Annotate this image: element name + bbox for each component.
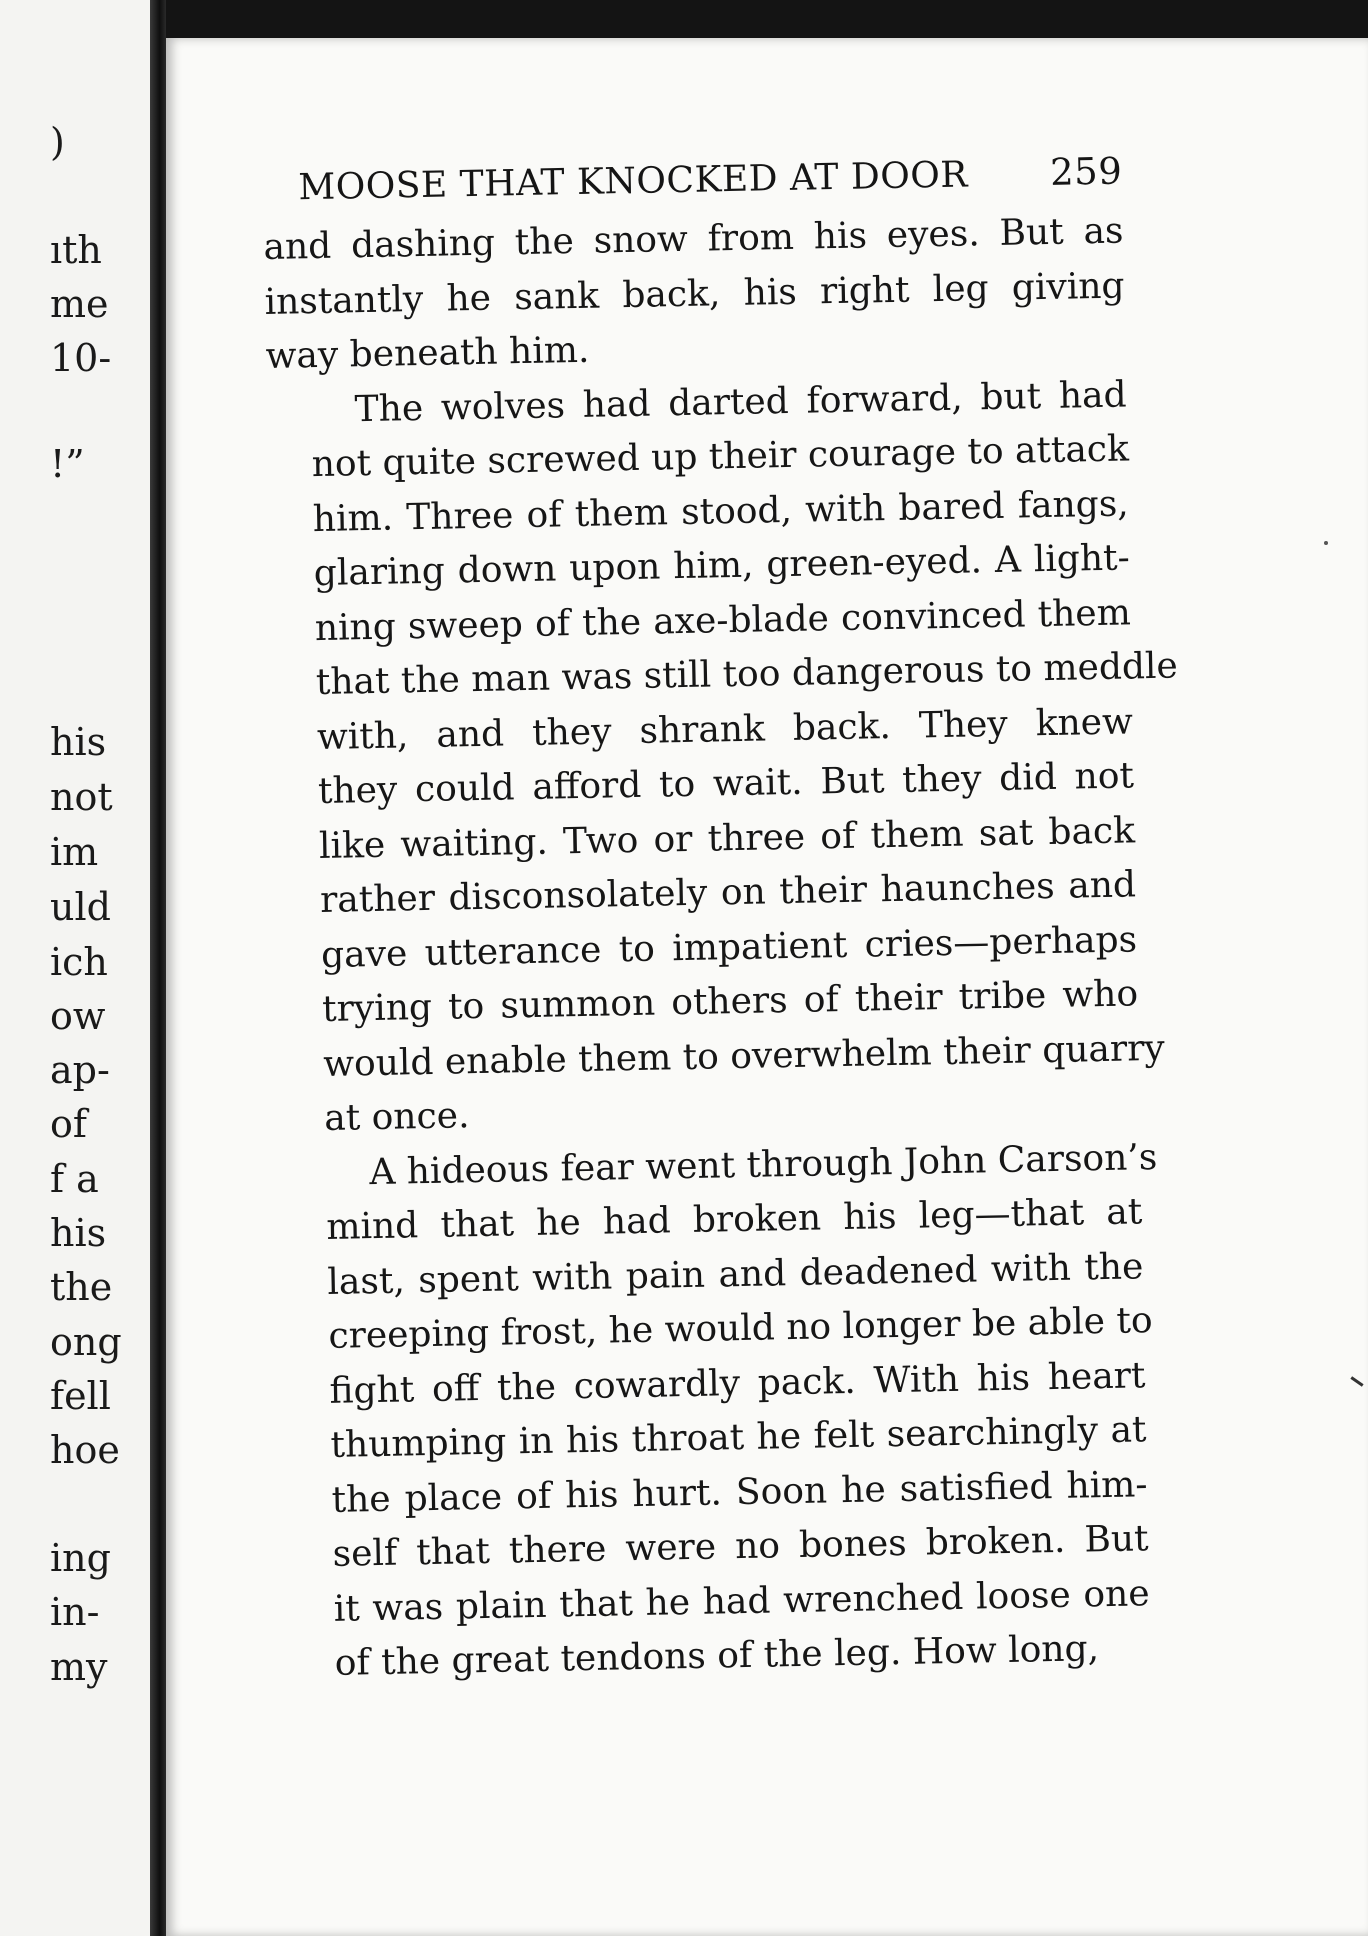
facing-page-fragment: ) (50, 120, 65, 164)
text-line: the place of his hurt. Soon he satisfied him- (331, 1463, 1148, 1521)
text-line: of the great tendons of the leg. How long, (334, 1628, 1100, 1684)
paragraph (281, 1131, 1158, 1692)
text-line: they could afford to wait. But they did not (317, 755, 1135, 813)
facing-page-fragment: ow (50, 994, 106, 1038)
text-line: creeping frost, he would no longer be able to (328, 1300, 1153, 1357)
book-gutter (150, 0, 166, 1936)
facing-page-fragment: ap- (50, 1048, 110, 1092)
facing-page-fragment: ong (50, 1320, 122, 1364)
facing-page-fragment: not (50, 775, 113, 819)
text-line: mind that he had broken his leg—that at (325, 1191, 1143, 1248)
facing-page-fragment: of (50, 1102, 87, 1146)
paragraph (266, 368, 1179, 1147)
text-line: that the man was still too dangerous to meddle (315, 645, 1179, 704)
margin-speck (1324, 541, 1328, 545)
facing-page-fragment: ich (50, 940, 108, 984)
text-line: would enable them to overwhelm their quarry (322, 1027, 1166, 1085)
facing-page-fragment: f a (50, 1157, 99, 1201)
facing-page-fragment: me (50, 282, 109, 326)
text-line: instantly he sank back, his right leg giving (264, 264, 1125, 323)
facing-page-text-fragments (0, 0, 150, 1936)
facing-page-fragment: !” (50, 442, 85, 486)
facing-page-fragment: ıth (50, 228, 102, 272)
facing-page-fragment: im (50, 830, 99, 874)
facing-page-fragment: my (50, 1645, 108, 1689)
facing-page-fragment: uld (50, 885, 111, 929)
facing-page-fragment: 10- (50, 336, 112, 380)
text-line: like waiting. Two or three of them sat back (318, 809, 1136, 867)
text-line: not quite screwed up their courage to attack (311, 428, 1130, 486)
paragraph (263, 204, 1126, 384)
facing-page-fragment: fell (50, 1374, 111, 1418)
text-line: way beneath him. (265, 329, 590, 377)
text-line: rather disconsolately on their haunches and (319, 864, 1137, 922)
facing-page-fragment: hoe (50, 1428, 120, 1472)
text-line: trying to summon others of their tribe who (321, 973, 1139, 1030)
text-line: self that there were no bones broken. But (332, 1518, 1149, 1575)
text-line: it was plain that he had wrenched loose one (333, 1572, 1150, 1630)
page-content (262, 149, 1179, 1692)
text-line: thumping in his throat he felt searchingly at (330, 1409, 1147, 1466)
page-number: 259 (1049, 149, 1123, 194)
running-head (298, 149, 1123, 208)
facing-page-fragment: his (50, 1211, 107, 1255)
text-line: last, spent with pain and deadened with the (327, 1245, 1144, 1303)
text-line: ning sweep of the axe-blade convinced them (314, 591, 1132, 649)
facing-page-fragment: the (50, 1265, 113, 1309)
text-line: fight off the cowardly pack. With his heart (329, 1354, 1146, 1412)
text-line: and dashing the snow from his eyes. But as (263, 210, 1124, 268)
running-head-title: MOOSE THAT KNOCKED AT DOOR (298, 154, 969, 209)
book-page (166, 38, 1368, 1936)
body-text (263, 204, 1179, 1692)
text-line: at once. (323, 1095, 470, 1139)
text-line: The wolves had darted forward, but had (354, 373, 1127, 430)
facing-page-fragment: his (50, 720, 107, 764)
facing-page-fragment: in- (50, 1590, 100, 1634)
facing-page-fragment: ing (50, 1536, 111, 1580)
text-line: with, and they shrank back. They knew (316, 700, 1134, 758)
text-line: glaring down upon him, green-eyed. A light- (313, 537, 1131, 595)
text-line: gave utterance to impatient cries—perhaps (320, 918, 1138, 976)
facing-page (0, 0, 150, 1936)
text-line: A hideous fear went through John Carson’s (368, 1136, 1158, 1193)
text-line: him. Three of them stood, with bared fangs, (312, 482, 1130, 540)
